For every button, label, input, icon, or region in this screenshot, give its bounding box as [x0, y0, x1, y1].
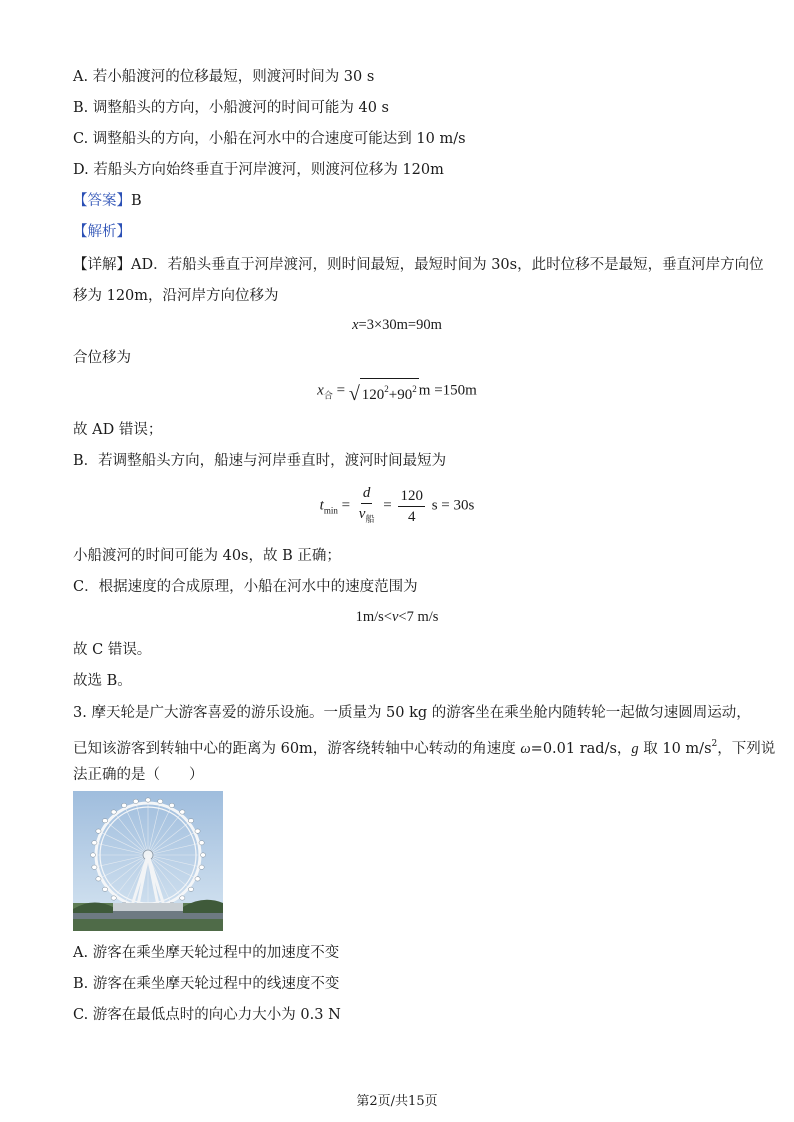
eq2-exp-b: 2 — [412, 384, 417, 394]
ferris-wheel-cabin — [92, 865, 97, 869]
eq3-num2: 120 — [398, 487, 425, 507]
q3-text-b: =0.01 rad/s， — [530, 741, 632, 757]
answer-tag: 【答案】 — [73, 193, 131, 209]
ferris-wheel-cabin — [195, 829, 200, 833]
q3-text-a: 已知该游客到转轴中心的距离为 60m，游客绕转轴中心转动的角速度 — [73, 741, 521, 757]
eq2-plus: + — [388, 387, 398, 403]
omega-symbol: ω — [520, 741, 531, 757]
detail-text-1: AD．若船头垂直于河岸渡河，则时间最短，最短时间为 30s，此时位移不是最短，垂直河岸方向位 — [131, 257, 764, 273]
ferris-wheel-cabin — [102, 819, 107, 823]
c-wrong: 故 C 错误。 — [73, 642, 152, 658]
equation-x — [0, 317, 794, 334]
page-footer: 第2页/共15页 — [356, 1094, 438, 1109]
option-a: A. 游客在乘坐摩天轮过程中的加速度不变 — [73, 945, 340, 961]
q3-text-c: 取 10 m/s — [638, 741, 712, 757]
eq3-den1-sub: 船 — [365, 514, 375, 524]
equation-tmin — [0, 484, 794, 528]
eq2-sub: 合 — [323, 390, 333, 401]
ferris-wheel-cabin — [122, 803, 127, 807]
eq2-rad-a: 120 — [361, 387, 385, 403]
ferris-wheel-cabin — [199, 865, 204, 869]
eq2-eq: = — [336, 382, 346, 399]
fraction-120-over-4 — [398, 487, 425, 526]
ferris-wheel-cabin — [180, 896, 185, 900]
eq3-tail: s = 30s — [431, 497, 475, 514]
eq1-rhs: =3×30m=90m — [358, 317, 442, 333]
option-c: C. 游客在最低点时的向心力大小为 0.3 N — [73, 1007, 341, 1023]
analysis-tag: 【解析】 — [73, 224, 131, 240]
ad-wrong: 故 AD 错误； — [73, 422, 163, 438]
ferris-wheel-cabin — [92, 841, 97, 845]
detail-tag: 【详解】 — [73, 257, 131, 273]
option-c-prev: C. 调整船头的方向，小船在河水中的合速度可能达到 10 m/s — [73, 131, 466, 147]
ferris-wheel-cabin — [111, 896, 116, 900]
eq4-left: 1m/s< — [355, 609, 392, 625]
eq3-eq2: = — [383, 497, 392, 514]
ferris-wheel-cabin — [180, 810, 185, 814]
eq2-var: x — [317, 382, 324, 399]
question-3-line-2 — [73, 734, 775, 759]
eq3-sub: min — [323, 505, 338, 516]
eq2-exp-a: 2 — [384, 384, 389, 394]
eq3-den1: v — [358, 506, 366, 522]
fraction-d-over-v — [357, 484, 377, 528]
g-symbol: g — [631, 741, 639, 757]
option-b-prev: B. 调整船头的方向，小船渡河的时间可能为 40 s — [73, 100, 389, 116]
option-d-prev: D. 若船头方向始终垂直于河岸渡河，则渡河位移为 120m — [73, 162, 444, 178]
conclusion: 故选 B。 — [73, 673, 132, 689]
answer-value: B — [131, 193, 142, 209]
eq2-result: =150m — [434, 382, 477, 399]
eq4-right: <7 m/s — [398, 609, 439, 625]
eq3-num1: d — [361, 484, 373, 504]
eq2-unit: m — [418, 382, 431, 399]
ferris-wheel-cabin — [111, 810, 116, 814]
ferris-wheel-cabin — [90, 853, 95, 857]
ferris-wheel-cabin — [145, 798, 150, 802]
ferris-wheel-cabin — [188, 887, 193, 891]
eq3-den2: 4 — [407, 508, 416, 525]
option-a-prev: A. 若小船渡河的位移最短，则渡河时间为 30 s — [73, 69, 375, 85]
detail-line-2: 移为 120m，沿河岸方向位移为 — [73, 288, 279, 304]
c-explanation: C．根据速度的合成原理，小船在河水中的速度范围为 — [73, 579, 418, 595]
b-correct: 小船渡河的时间可能为 40s，故 B 正确； — [73, 548, 341, 564]
eq2-rad-b: 90 — [397, 387, 413, 403]
square-root: √ $120^2+90^2$ — [349, 378, 419, 404]
eq1-var: x — [352, 317, 359, 333]
ferris-wheel-cabin — [102, 887, 107, 891]
ferris-wheel-cabin — [199, 841, 204, 845]
q3-text-d: ，下列说 — [717, 741, 776, 757]
eq3-var: t — [319, 497, 324, 514]
b-explanation: B．若调整船头方向，船速与河岸垂直时，渡河时间最短为 — [73, 453, 447, 469]
resultant-label: 合位移为 — [73, 350, 131, 366]
eq4-var: v — [391, 609, 399, 625]
ferris-wheel-cabin — [96, 877, 101, 881]
q3-sup: 2 — [711, 739, 718, 749]
ferris-wheel-cabin — [195, 877, 200, 881]
question-3-line-3: 法正确的是（ ） — [73, 767, 204, 783]
ferris-wheel-photo — [73, 791, 223, 931]
answer-line — [73, 191, 142, 211]
ferris-wheel-cabin — [188, 819, 193, 823]
equation-resultant-displacement — [0, 378, 794, 404]
detail-line-1 — [73, 255, 764, 275]
ferris-wheel-cabin — [169, 803, 174, 807]
ferris-wheel-cabin — [158, 799, 163, 803]
ferris-wheel-cabin — [96, 829, 101, 833]
ferris-wheel-cabin — [133, 799, 138, 803]
option-b: B. 游客在乘坐摩天轮过程中的线速度不变 — [73, 976, 340, 992]
ferris-wheel-cabin — [200, 853, 205, 857]
question-3-line-1: 3. 摩天轮是广大游客喜爱的游乐设施。一质量为 50 kg 的游客坐在乘坐舱内随转轮一起做匀速圆周运动， — [73, 705, 751, 721]
eq3-eq1: = — [341, 497, 351, 514]
equation-speed-range — [0, 609, 794, 626]
